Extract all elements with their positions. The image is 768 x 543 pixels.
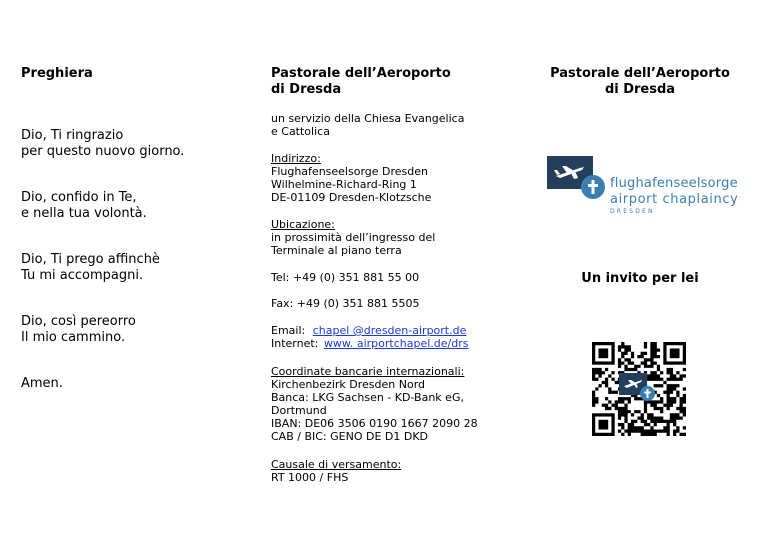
logo-text-city: DRESDEN bbox=[610, 208, 655, 215]
bank-line: IBAN: DE06 3506 0190 1667 2090 28 bbox=[271, 417, 478, 430]
logo-text-german: flughafenseelsorge bbox=[610, 176, 738, 191]
title-line: di Dresda bbox=[604, 82, 676, 97]
stanza-line: Dio, confido in Te, bbox=[21, 190, 137, 205]
internet-label: Internet: bbox=[271, 337, 319, 350]
stanza-line: e nella tua volontà. bbox=[21, 206, 147, 221]
location-label: Ubicazione: bbox=[271, 218, 335, 231]
stanza-line: Dio, Ti prego affinchè bbox=[21, 252, 160, 267]
stanza-line: Tu mi accompagni. bbox=[21, 268, 144, 283]
prayer-stanza-4 bbox=[21, 314, 136, 346]
fax-number: Fax: +49 (0) 351 881 5505 bbox=[271, 297, 420, 310]
prayer-stanza-2 bbox=[21, 190, 147, 222]
email-row bbox=[271, 324, 469, 337]
prayer-stanza-3 bbox=[21, 252, 160, 284]
stanza-line: Il mio cammino. bbox=[21, 330, 126, 345]
title-line: di Dresda bbox=[271, 82, 342, 97]
stanza-line: per questo nuovo giorno. bbox=[21, 144, 185, 159]
location-block bbox=[271, 218, 435, 257]
cover-title bbox=[512, 66, 768, 98]
address-line: Flughafenseelsorge Dresden bbox=[271, 165, 428, 178]
location-line: in prossimità dell’ingresso del bbox=[271, 231, 436, 244]
qr-code[interactable] bbox=[592, 342, 686, 436]
bank-label: Coordinate bancarie internazionali: bbox=[271, 365, 465, 378]
contact-panel bbox=[260, 0, 510, 543]
prayer-stanza-1 bbox=[21, 128, 184, 160]
invitation-heading: Un invito per lei bbox=[581, 271, 699, 286]
logo-text-english: airport chaplaincy bbox=[610, 192, 739, 207]
online-contacts bbox=[271, 324, 469, 350]
bank-details bbox=[271, 365, 478, 443]
qr-finder-pattern bbox=[592, 413, 615, 436]
address-line: Wilhelmine-Richard-Ring 1 bbox=[271, 178, 417, 191]
address-block bbox=[271, 152, 431, 204]
service-intro bbox=[271, 112, 464, 138]
reason-value: RT 1000 / FHS bbox=[271, 471, 349, 484]
qr-finder-pattern bbox=[663, 342, 686, 365]
logo-cross-badge bbox=[581, 175, 605, 199]
bank-line: Dortmund bbox=[271, 404, 327, 417]
bank-line: CAB / BIC: GENO DE D1 DKD bbox=[271, 430, 429, 443]
phone-number: Tel: +49 (0) 351 881 55 00 bbox=[271, 271, 420, 284]
internet-row bbox=[271, 337, 469, 350]
payment-reason bbox=[271, 458, 401, 484]
website-link[interactable]: www. airportchapel.de/drs bbox=[323, 337, 469, 350]
prayer-panel bbox=[0, 0, 240, 543]
title-line: Pastorale dell’Aeroporto bbox=[271, 66, 451, 81]
cover-panel bbox=[512, 0, 768, 543]
stanza-line: Dio, Ti ringrazio bbox=[21, 128, 124, 143]
address-label: Indirizzo: bbox=[271, 152, 321, 165]
title-line: Pastorale dell’Aeroporto bbox=[550, 66, 730, 81]
chaplaincy-logo bbox=[547, 154, 757, 218]
email-link[interactable]: chapel @dresden-airport.de bbox=[312, 324, 467, 337]
reason-label: Causale di versamento: bbox=[271, 458, 402, 471]
qr-finder-pattern bbox=[592, 342, 615, 365]
stanza-line: Dio, così pereorro bbox=[21, 314, 136, 329]
cross-icon bbox=[640, 386, 655, 401]
prayer-closing: Amen. bbox=[21, 376, 63, 391]
address-line: DE-01109 Dresden-Klotzsche bbox=[271, 191, 432, 204]
intro-line: e Cattolica bbox=[271, 125, 330, 138]
prayer-heading: Preghiera bbox=[21, 66, 93, 81]
bank-line: Kirchenbezirk Dresden Nord bbox=[271, 378, 426, 391]
intro-line: un servizio della Chiesa Evangelica bbox=[271, 112, 465, 125]
cross-icon bbox=[581, 175, 605, 199]
bank-line: Banca: LKG Sachsen - KD-Bank eG, bbox=[271, 391, 464, 404]
qr-cross-badge bbox=[640, 386, 655, 401]
contact-title bbox=[271, 66, 451, 98]
location-line: Terminale al piano terra bbox=[271, 244, 402, 257]
email-label: Email: bbox=[271, 324, 306, 337]
